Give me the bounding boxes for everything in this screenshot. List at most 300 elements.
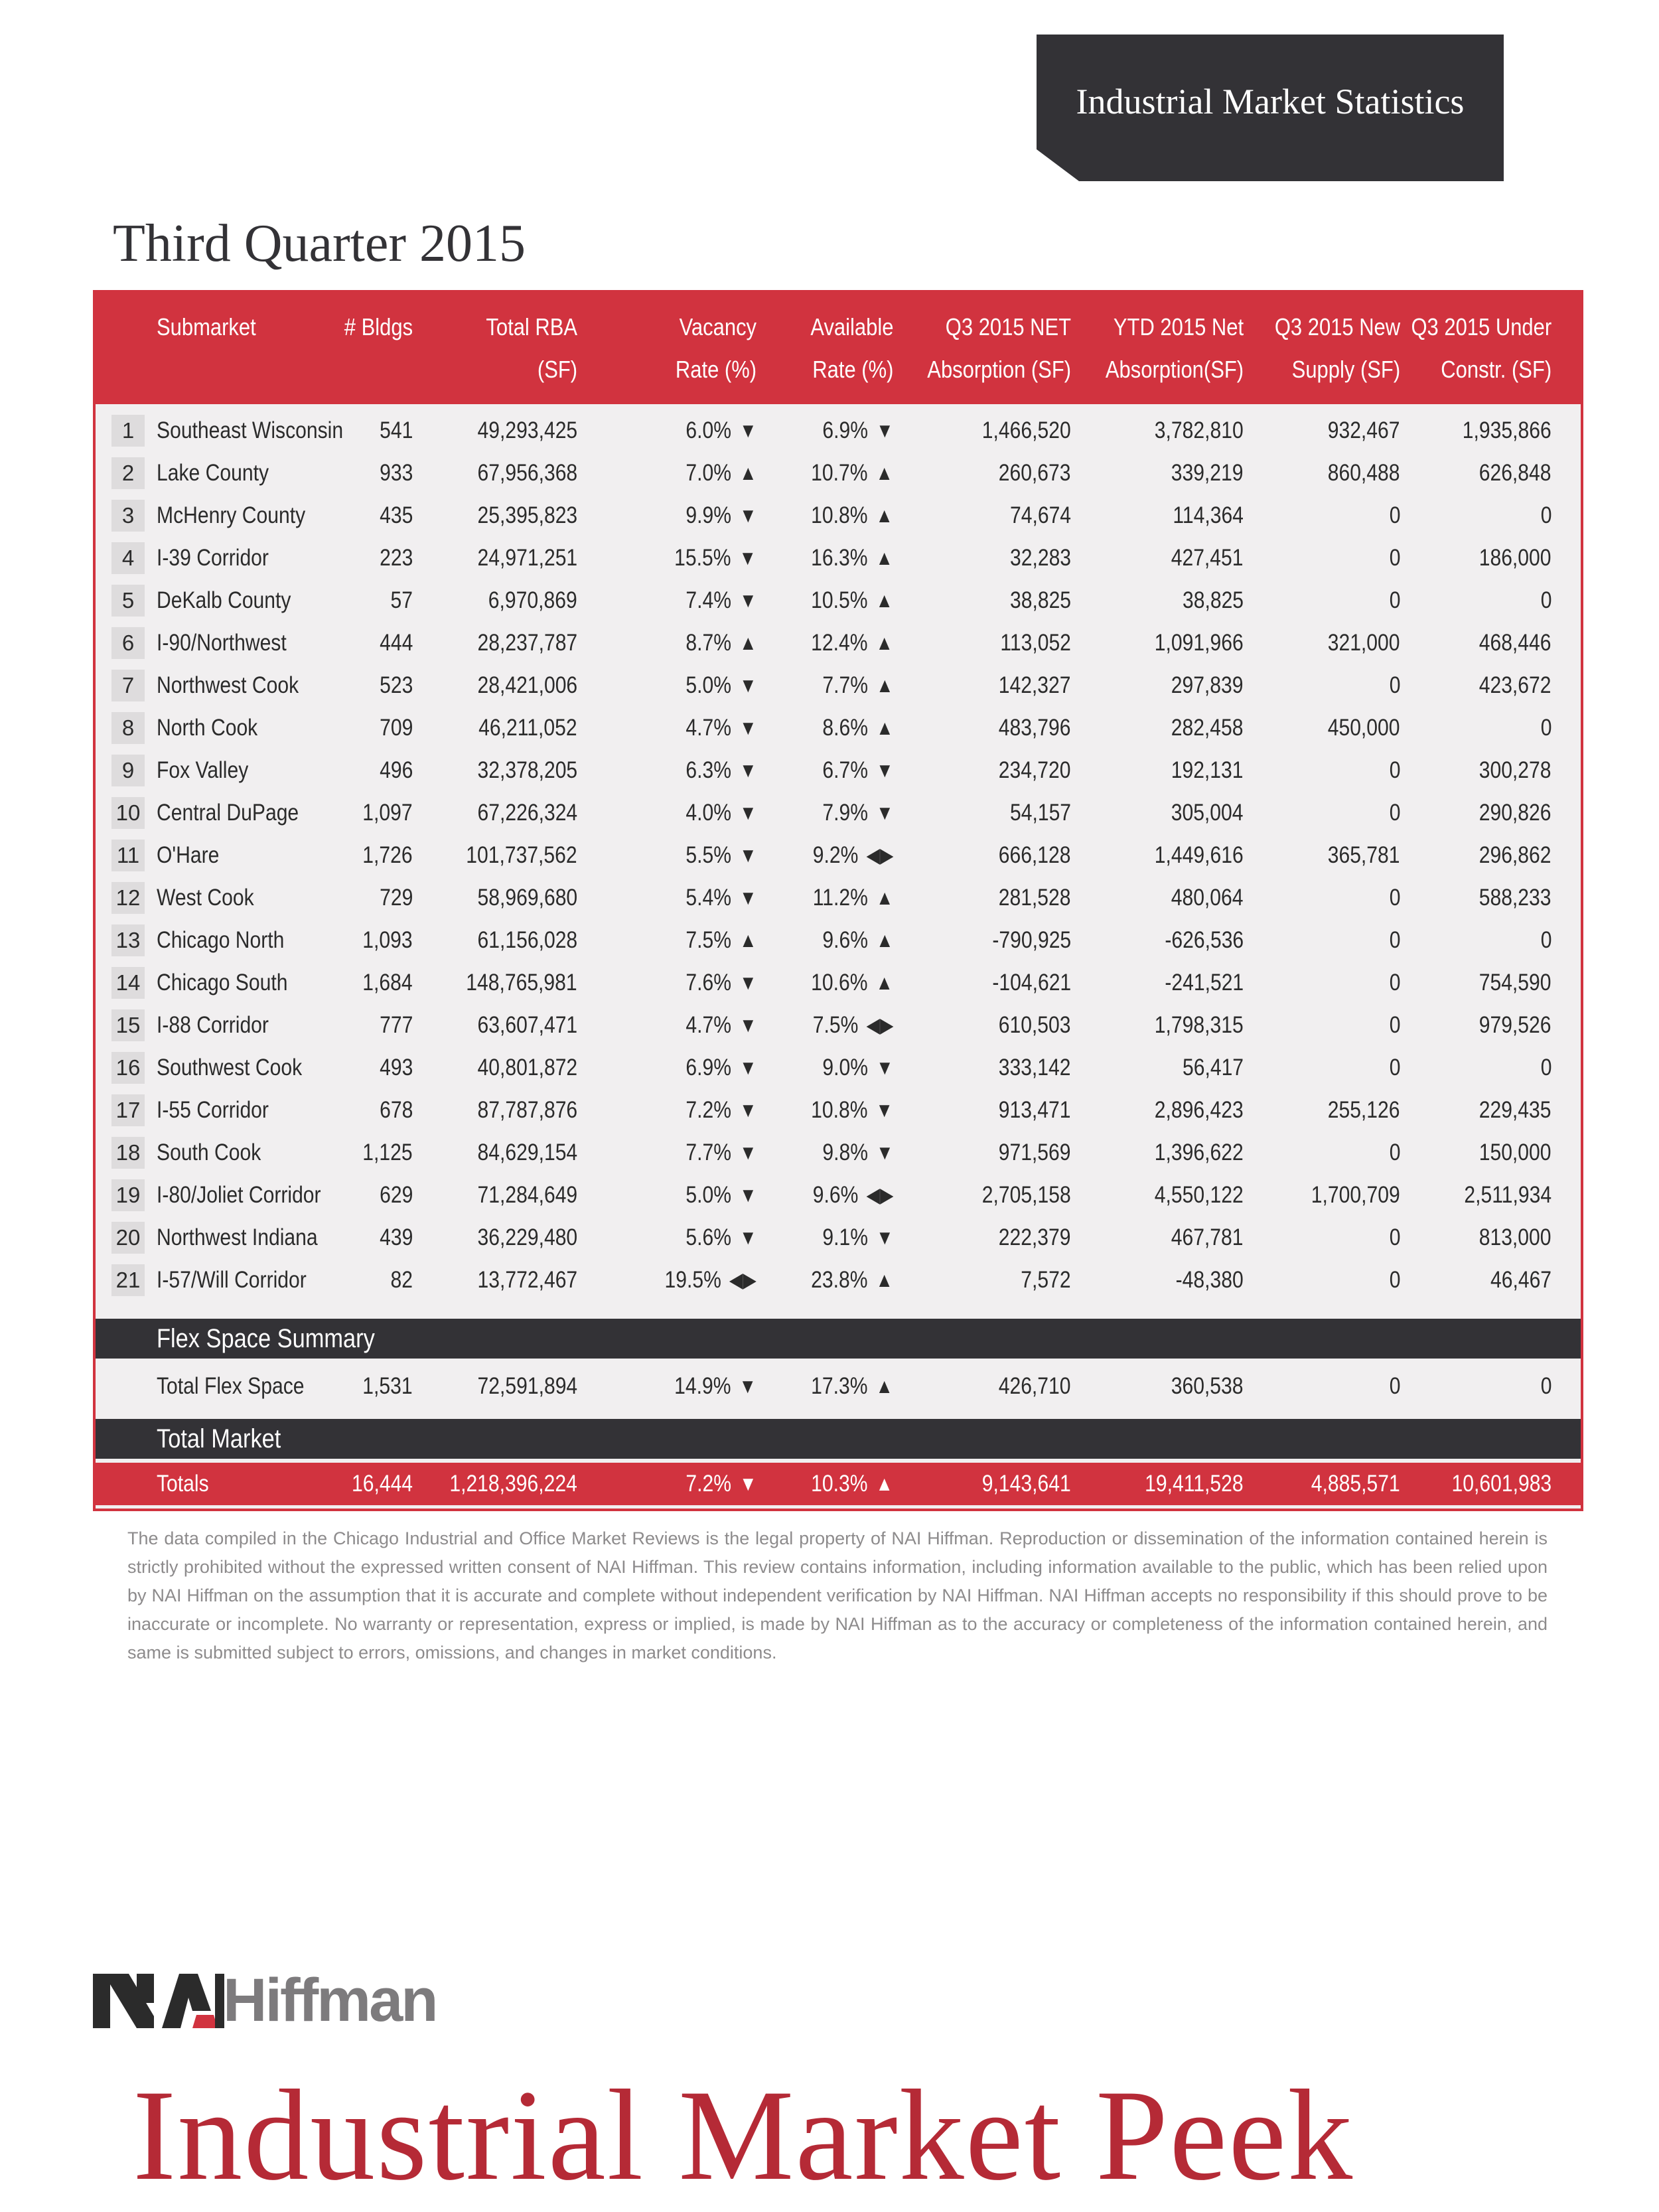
cell-new-supply [1389, 749, 1400, 792]
cell-vacancy [685, 1089, 757, 1132]
cell-value: 6.0% [685, 417, 731, 443]
cell-value: Fox Valley [157, 757, 249, 783]
cell-value: 0 [1389, 545, 1400, 571]
cell-value: 0 [1389, 587, 1400, 613]
cell-submarket [157, 622, 287, 664]
cell-value: Totals [157, 1471, 209, 1497]
cell-ytd-abs [1155, 1132, 1244, 1174]
cell-value: 339,219 [1171, 460, 1244, 486]
cell-submarket [157, 579, 291, 622]
trend-arrow-icon: ◀▶ [865, 844, 893, 867]
footer-title: Industrial Market Peek [133, 2063, 1354, 2207]
cell-ytd-abs [1183, 1047, 1244, 1089]
cell-value: 0 [1540, 1055, 1551, 1080]
cell-new-supply [1389, 1047, 1400, 1089]
header-line-2: Rate (%) [675, 356, 757, 383]
table-row [96, 1047, 1581, 1089]
cell-value: 813,000 [1479, 1224, 1551, 1250]
table-row [96, 1089, 1581, 1132]
cell-bldgs [380, 452, 413, 494]
cell-value: 7.4% [685, 587, 731, 613]
cell-available [811, 537, 893, 579]
row-number: 20 [111, 1222, 145, 1254]
cell-value: 0 [1540, 927, 1551, 953]
cell-value: 0 [1389, 1224, 1400, 1250]
cell-value: 6.9% [685, 1055, 731, 1080]
cell-value: 255,126 [1328, 1097, 1400, 1123]
trend-arrow-icon: ▼ [739, 1013, 757, 1037]
cell-value: 58,969,680 [477, 885, 577, 911]
cell-value: 6.9% [822, 417, 868, 443]
cell-under-constr [1479, 1132, 1551, 1174]
header-line-2: Absorption (SF) [927, 356, 1071, 383]
cell-rba [477, 1217, 577, 1259]
cell-value: 10.5% [811, 587, 868, 613]
cell-available [811, 1365, 893, 1408]
trend-arrow-icon: ▲ [875, 886, 893, 909]
trend-arrow-icon: ▼ [875, 1226, 893, 1249]
cell-value: 114,364 [1173, 502, 1244, 528]
cell-ytd-abs [1145, 1463, 1244, 1505]
flex-summary-heading-label: Flex Space Summary [157, 1323, 375, 1353]
cell-value: 979,526 [1479, 1012, 1551, 1038]
cell-bldgs [380, 1089, 413, 1132]
cell-rba [477, 919, 577, 962]
cell-value: 2,705,158 [982, 1182, 1071, 1208]
header-line-1: # Bldgs [344, 313, 413, 340]
cell-value: 365,781 [1328, 842, 1400, 868]
totals-row [96, 1463, 1581, 1505]
cell-net-abs [1010, 792, 1071, 834]
cell-value: 5.6% [685, 1224, 731, 1250]
trend-arrow-icon: ▼ [739, 589, 757, 612]
cell-rba [477, 1089, 577, 1132]
cell-value: 0 [1389, 1140, 1400, 1165]
cell-vacancy [685, 962, 757, 1004]
cell-new-supply [1311, 1463, 1400, 1505]
cell-value: 0 [1540, 1373, 1551, 1399]
cell-value: 1,684 [362, 970, 413, 995]
cell-value: 36,229,480 [477, 1224, 577, 1250]
cell-rba [467, 962, 577, 1004]
trend-arrow-icon: ▼ [739, 1374, 757, 1398]
cell-value: Total Flex Space [157, 1373, 305, 1399]
row-number: 10 [111, 797, 145, 829]
cell-value: 54,157 [1009, 800, 1071, 826]
cell-submarket [157, 1047, 302, 1089]
cell-new-supply [1328, 707, 1400, 749]
cell-bldgs [380, 1047, 413, 1089]
table-row [96, 622, 1581, 664]
cell-under-constr [1540, 494, 1551, 537]
cell-new-supply [1389, 1217, 1400, 1259]
cell-value: 913,471 [999, 1097, 1071, 1123]
cell-value: 4.0% [685, 800, 731, 826]
row-number: 6 [111, 627, 145, 659]
cell-net-abs [982, 409, 1071, 452]
table-row [96, 664, 1581, 707]
cell-under-constr [1479, 664, 1551, 707]
cell-value: 777 [379, 1012, 413, 1038]
trend-arrow-icon: ▼ [875, 1056, 893, 1079]
cell-value: 5.5% [685, 842, 731, 868]
cell-vacancy [685, 1217, 757, 1259]
cell-under-constr [1463, 409, 1551, 452]
cell-value: 7.6% [685, 970, 731, 995]
cell-under-constr [1540, 707, 1551, 749]
cell-ytd-abs [1155, 834, 1244, 877]
table-row [96, 749, 1581, 792]
cell-value: 0 [1389, 927, 1400, 953]
cell-value: 933 [379, 460, 413, 486]
cell-under-constr [1540, 919, 1551, 962]
cell-available [811, 1089, 893, 1132]
cell-value: 9.8% [822, 1140, 868, 1165]
cell-value: 9.1% [822, 1224, 868, 1250]
cell-value: 7.5% [812, 1012, 858, 1038]
cell-value: 423,672 [1479, 672, 1551, 698]
cell-value: 5.0% [685, 1182, 731, 1208]
cell-value: 57 [390, 587, 413, 613]
cell-value: 709 [379, 715, 413, 741]
header-line-1: YTD 2015 Net [1113, 313, 1244, 340]
cell-bldgs [380, 494, 413, 537]
cell-value: 87,787,876 [477, 1097, 577, 1123]
cell-vacancy [674, 537, 757, 579]
cell-bldgs [363, 1365, 413, 1408]
cell-new-supply [1389, 919, 1400, 962]
header-new-supply [1275, 306, 1400, 391]
cell-value: I-57/Will Corridor [157, 1267, 307, 1293]
cell-value: 8.6% [822, 715, 868, 741]
cell-value: 28,237,787 [477, 630, 577, 656]
cell-submarket [157, 1089, 269, 1132]
cell-value: 296,862 [1479, 842, 1551, 868]
cell-value: 282,458 [1171, 715, 1244, 741]
cell-submarket [157, 919, 284, 962]
trend-arrow-icon: ▼ [739, 886, 757, 909]
trend-arrow-icon: ▲ [875, 631, 893, 654]
cell-rba [488, 579, 577, 622]
cell-value: 300,278 [1479, 757, 1551, 783]
cell-net-abs [992, 919, 1071, 962]
cell-net-abs [999, 452, 1071, 494]
trend-arrow-icon: ▲ [875, 589, 893, 612]
cell-new-supply [1389, 1132, 1400, 1174]
cell-available [822, 749, 893, 792]
cell-submarket [157, 792, 299, 834]
cell-value: 7.0% [685, 460, 731, 486]
cell-value: 333,142 [999, 1055, 1071, 1080]
cell-rba [467, 834, 577, 877]
table-row [96, 919, 1581, 962]
cell-under-constr [1479, 962, 1551, 1004]
cell-value: 16,444 [351, 1471, 413, 1497]
table-row [96, 579, 1581, 622]
header-net-abs [927, 306, 1071, 391]
cell-rba [477, 1259, 577, 1301]
cell-net-abs [1010, 494, 1071, 537]
trend-arrow-icon: ▼ [875, 1141, 893, 1164]
cell-value: 1,466,520 [982, 417, 1071, 443]
cell-rba [477, 792, 577, 834]
header-line-1: Available [810, 313, 893, 340]
cell-new-supply [1389, 494, 1400, 537]
cell-submarket [157, 877, 254, 919]
cell-value: 439 [379, 1224, 413, 1250]
cell-value: 150,000 [1479, 1140, 1551, 1165]
cell-vacancy [685, 409, 757, 452]
cell-submarket [157, 962, 287, 1004]
cell-vacancy [685, 877, 757, 919]
cell-value: 7.7% [685, 1140, 731, 1165]
cell-value: 297,839 [1171, 672, 1244, 698]
trend-arrow-icon: ▼ [739, 1056, 757, 1079]
cell-under-constr [1540, 579, 1551, 622]
cell-under-constr [1540, 1047, 1551, 1089]
cell-value: 0 [1540, 502, 1551, 528]
cell-value: 10,601,983 [1451, 1471, 1551, 1497]
cell-bldgs [380, 1174, 413, 1217]
cell-value: 1,093 [362, 927, 413, 953]
cell-bldgs [380, 622, 413, 664]
cell-available [822, 1132, 893, 1174]
cell-vacancy [685, 452, 757, 494]
cell-vacancy [685, 664, 757, 707]
cell-value: I-90/Northwest [157, 630, 287, 656]
cell-value: 46,211,052 [478, 715, 577, 741]
trend-arrow-icon: ▼ [739, 1472, 757, 1495]
cell-value: Lake County [157, 460, 269, 486]
cell-vacancy [685, 834, 757, 877]
page-title: Third Quarter 2015 [113, 214, 526, 273]
cell-value: 0 [1389, 970, 1400, 995]
cell-submarket [157, 1174, 321, 1217]
cell-under-constr [1479, 537, 1551, 579]
cell-value: 610,503 [999, 1012, 1071, 1038]
table-header [96, 293, 1581, 404]
cell-available [822, 664, 893, 707]
cell-available [811, 962, 893, 1004]
cell-vacancy [685, 579, 757, 622]
row-number: 11 [111, 840, 145, 871]
cell-value: 1,531 [362, 1373, 413, 1399]
cell-value: 7.2% [685, 1471, 731, 1497]
cell-ytd-abs [1165, 962, 1244, 1004]
cell-bldgs [380, 409, 413, 452]
cell-bldgs [380, 537, 413, 579]
cell-value: 24,971,251 [477, 545, 577, 571]
cell-value: 4,550,122 [1155, 1182, 1244, 1208]
cell-submarket [157, 1132, 261, 1174]
cell-available [812, 1004, 893, 1047]
cell-ytd-abs [1171, 877, 1244, 919]
cell-value: 23.8% [811, 1267, 868, 1293]
cell-value: 281,528 [999, 885, 1071, 911]
cell-net-abs [999, 1217, 1071, 1259]
cell-value: 754,590 [1479, 970, 1551, 995]
cell-submarket [157, 494, 305, 537]
cell-ytd-abs [1171, 664, 1244, 707]
cell-value: -241,521 [1165, 970, 1244, 995]
cell-vacancy [674, 1365, 757, 1408]
cell-value: 19.5% [664, 1267, 721, 1293]
trend-arrow-icon: ▲ [875, 716, 893, 739]
cell-new-supply [1389, 1004, 1400, 1047]
cell-value: 7.7% [822, 672, 868, 698]
header-box [1037, 35, 1504, 181]
trend-arrow-icon: ▲ [875, 1472, 893, 1495]
cell-value: 1,091,966 [1155, 630, 1244, 656]
trend-arrow-icon: ▲ [875, 928, 893, 952]
cell-value: 32,283 [1009, 545, 1071, 571]
cell-value: 32,378,205 [477, 757, 577, 783]
trend-arrow-icon: ▲ [875, 504, 893, 527]
cell-submarket [157, 664, 299, 707]
cell-new-supply [1389, 1365, 1400, 1408]
cell-value: 0 [1389, 1267, 1400, 1293]
table-row [96, 1217, 1581, 1259]
cell-value: -790,925 [992, 927, 1071, 953]
cell-value: 6.7% [822, 757, 868, 783]
cell-value: 9.6% [812, 1182, 858, 1208]
header-line-1: Q3 2015 New [1274, 313, 1400, 340]
row-number: 12 [111, 882, 145, 914]
cell-value: 5.0% [685, 672, 731, 698]
cell-bldgs [363, 919, 413, 962]
cell-value: 483,796 [999, 715, 1071, 741]
trend-arrow-icon: ◀▶ [729, 1268, 757, 1291]
row-number: 7 [111, 670, 145, 701]
cell-under-constr [1479, 877, 1551, 919]
cell-under-constr [1479, 749, 1551, 792]
cell-rba [477, 1047, 577, 1089]
trend-arrow-icon: ▲ [875, 971, 893, 994]
cell-net-abs [1000, 622, 1071, 664]
cell-vacancy [685, 1463, 757, 1505]
header-title: Industrial Market Statistics [1076, 82, 1465, 121]
cell-rba [477, 494, 577, 537]
cell-value: 7,572 [1021, 1267, 1071, 1293]
cell-ytd-abs [1171, 537, 1244, 579]
cell-value: 1,449,616 [1155, 842, 1244, 868]
cell-submarket [157, 1217, 318, 1259]
trend-arrow-icon: ▼ [739, 1226, 757, 1249]
cell-under-constr [1464, 1174, 1551, 1217]
cell-value: 0 [1389, 885, 1400, 911]
cell-available [822, 1217, 893, 1259]
cell-bldgs [352, 1463, 413, 1505]
cell-value: 8.7% [685, 630, 731, 656]
cell-value: 480,064 [1171, 885, 1244, 911]
cell-value: 9.2% [812, 842, 858, 868]
cell-bldgs [380, 664, 413, 707]
cell-value: 74,674 [1009, 502, 1071, 528]
header-line-2: Supply (SF) [1291, 356, 1400, 383]
cell-rba [477, 1132, 577, 1174]
cell-submarket [157, 1365, 305, 1408]
trend-arrow-icon: ▼ [739, 716, 757, 739]
cell-value: Southeast Wisconsin [157, 417, 344, 443]
cell-new-supply [1389, 962, 1400, 1004]
cell-value: 28,421,006 [477, 672, 577, 698]
cell-rba [450, 1463, 577, 1505]
cell-available [822, 707, 893, 749]
cell-rba [477, 622, 577, 664]
row-number: 1 [111, 415, 145, 447]
cell-vacancy [665, 1259, 757, 1301]
cell-value: 678 [379, 1097, 413, 1123]
header-available [810, 306, 893, 391]
cell-vacancy [685, 1004, 757, 1047]
cell-ytd-abs [1155, 1089, 1244, 1132]
cell-value: 15.5% [674, 545, 731, 571]
trend-arrow-icon: ▼ [739, 759, 757, 782]
cell-value: 0 [1389, 502, 1400, 528]
cell-value: 0 [1389, 757, 1400, 783]
cell-value: 6,970,869 [488, 587, 577, 613]
cell-net-abs [999, 1047, 1071, 1089]
flex-summary-heading [96, 1319, 1581, 1359]
cell-value: 38,825 [1182, 587, 1244, 613]
cell-value: 71,284,649 [477, 1182, 577, 1208]
cell-value: 10.3% [811, 1471, 868, 1497]
cell-value: South Cook [157, 1140, 261, 1165]
cell-new-supply [1389, 537, 1400, 579]
table-row [96, 537, 1581, 579]
cell-value: 1,935,866 [1463, 417, 1551, 443]
cell-submarket [157, 1259, 307, 1301]
cell-under-constr [1479, 452, 1551, 494]
cell-value: Central DuPage [157, 800, 299, 826]
cell-submarket [157, 834, 219, 877]
cell-available [822, 409, 893, 452]
cell-new-supply [1389, 579, 1400, 622]
cell-value: 223 [379, 545, 413, 571]
cell-value: I-39 Corridor [157, 545, 269, 571]
cell-value: 1,218,396,224 [449, 1471, 577, 1497]
cell-value: 229,435 [1479, 1097, 1551, 1123]
cell-value: 7.5% [685, 927, 731, 953]
cell-value: I-55 Corridor [157, 1097, 269, 1123]
header-ytd-abs [1106, 306, 1244, 391]
trend-arrow-icon: ◀▶ [865, 1013, 893, 1037]
header-vacancy [676, 306, 757, 391]
cell-value: 63,607,471 [477, 1012, 577, 1038]
cell-under-constr [1451, 1463, 1551, 1505]
cell-submarket [157, 409, 343, 452]
cell-net-abs [999, 1132, 1071, 1174]
cell-submarket [157, 452, 269, 494]
cell-value: 4,885,571 [1311, 1471, 1400, 1497]
cell-net-abs [999, 749, 1071, 792]
cell-value: 0 [1389, 800, 1400, 826]
trend-arrow-icon: ▼ [739, 801, 757, 824]
cell-value: 222,379 [999, 1224, 1071, 1250]
total-market-heading [96, 1419, 1581, 1459]
table-row [96, 1174, 1581, 1217]
cell-vacancy [685, 792, 757, 834]
cell-value: Northwest Cook [157, 672, 299, 698]
cell-vacancy [685, 707, 757, 749]
cell-value: 17.3% [811, 1373, 868, 1399]
cell-value: 0 [1389, 672, 1400, 698]
cell-bldgs [380, 877, 413, 919]
header-notch [1037, 149, 1079, 181]
cell-value: Chicago South [157, 970, 288, 995]
cell-value: 84,629,154 [477, 1140, 577, 1165]
row-number: 18 [111, 1137, 145, 1169]
